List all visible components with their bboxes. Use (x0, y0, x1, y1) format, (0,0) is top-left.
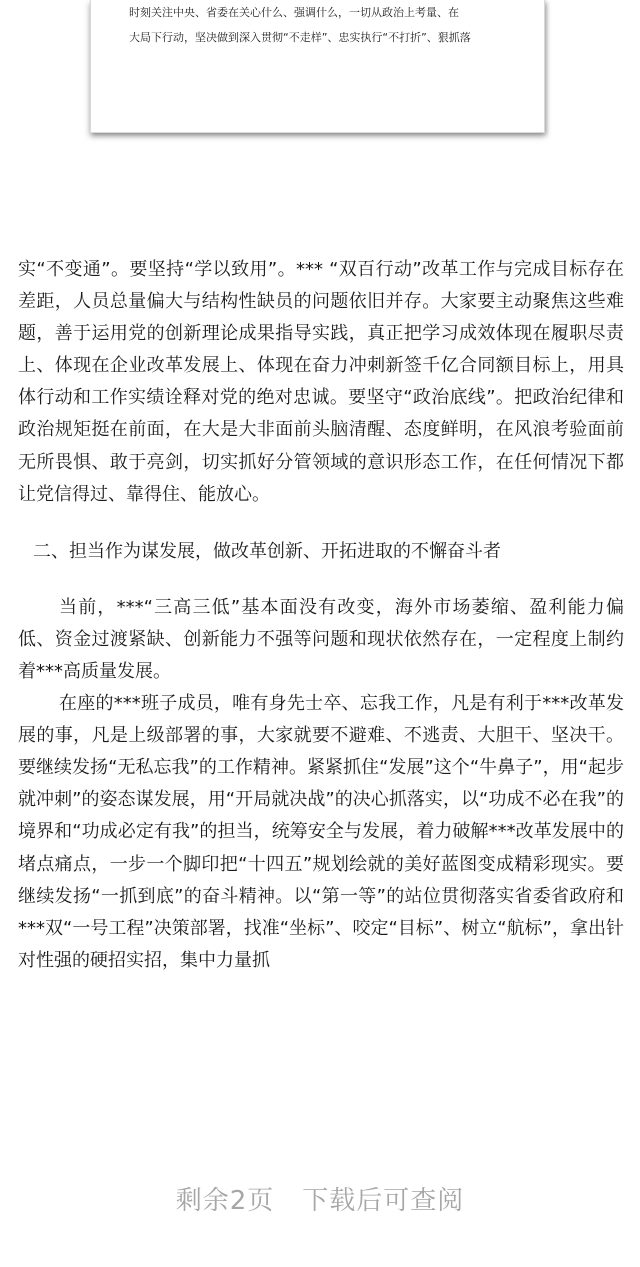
download-prompt[interactable] (0, 1180, 640, 1217)
paragraph: 实“不变通”。要坚持“学以致用”。*** “双百行动”改革工作与完成目标存在差距，人员总量偏大与结构性缺员的问题依旧并存。大家要主动聚焦这些难题，善于运用党的创新理论成果指导实践，真正把学习成效体现在履职尽责上、体现在企业改革发展上、体现在奋力冲刺新签千亿合同额目标上，用具体行动和工作实绩诠释对党的绝对忠诚。要坚守“政治底线”。把政治纪律和政治规矩挺在前面，在大是大非面前头脑清醒、态度鲜明，在风浪考验面前无所畏惧、敢于亮剑，切实抓好分管领域的意识形态工作，在任何情况下都让党信得过、靠得住、能放心。 (18, 259, 624, 505)
section-heading: 二、担当作为谋发展，做改革创新、开拓进取的不懈奋斗者 (33, 540, 501, 562)
remaining-pages-label: 剩余2页 (175, 1186, 275, 1216)
document-body (18, 254, 624, 977)
paragraph: 在座的***班子成员，唯有身先士卒、忘我工作，凡是有利于***改革发展的事，凡是上级部署的事，大家就要不避难、不逃责、大胆干、坚决干。要继续发扬“无私忘我”的工作精神。紧紧抓住“发展”这个“牛鼻子”，用“起步就冲刺”的姿态谋发展，用“开局就决战”的决心抓落实，以“功成不必在我”的境界和“功成必定有我”的担当，统筹安全与发展，着力破解***改革发展中的堵点痛点，一步一个脚印把“十四五”规划绘就的美好蓝图变成精彩现实。要继续发扬“一抓到底”的奋斗精神。以“第一等”的站位贯彻落实省委省政府和***双“一号工程”决策部署，找准“坐标”、咬定“目标”、树立“航标”，拿出针对性强的硬招实招，集中力量抓 (18, 693, 624, 971)
page-preview-card (90, 0, 545, 133)
preview-text-line: 大局下行动，坚决做到深入贯彻“不走样”、忠实执行“不打折”、狠抓落 (129, 31, 471, 44)
paragraph: 当前，***“三高三低”基本面没有改变，海外市场萎缩、盈利能力偏低、资金过渡紧缺、创新能力不强等问题和现状依然存在，一定程度上制约着***高质量发展。 (18, 596, 624, 682)
download-to-view-label[interactable]: 下载后可查阅 (302, 1186, 465, 1216)
preview-text-line: 时刻关注中央、省委在关心什么、强调什么，一切从政治上考量、在 (129, 6, 459, 19)
